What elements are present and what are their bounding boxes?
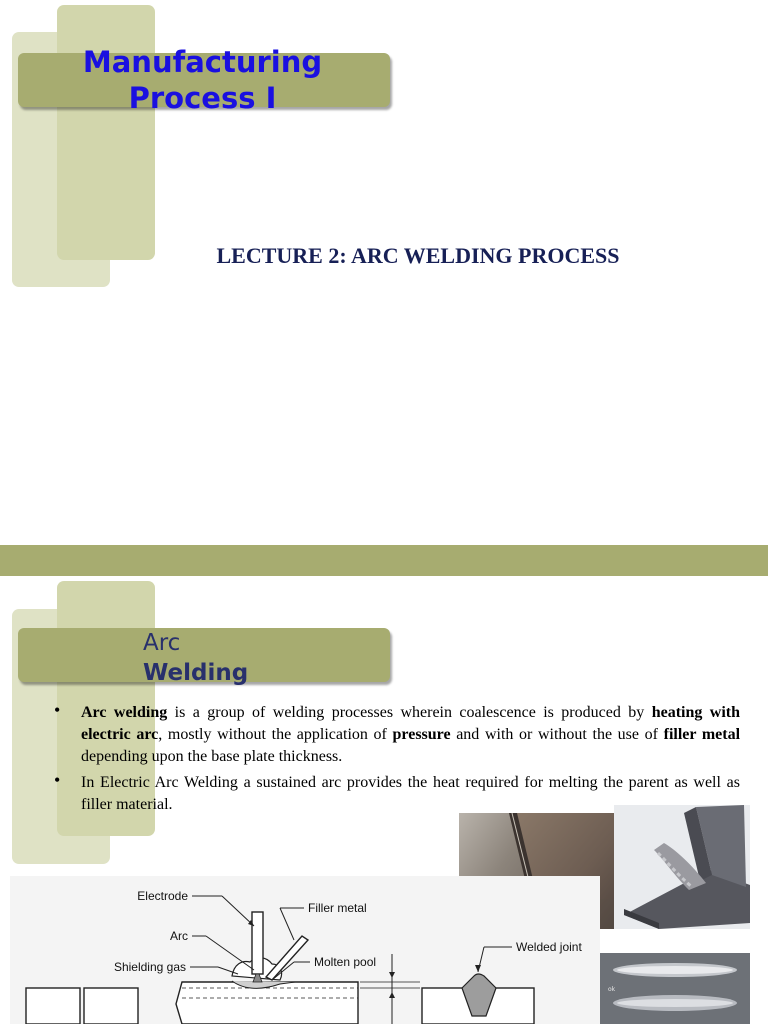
bullet-icon: •: [54, 700, 61, 720]
slide-heading-line-1: Arc: [143, 630, 181, 656]
slide-heading: [143, 628, 248, 688]
plate-left: [26, 988, 80, 1024]
label-arc: Arc: [170, 929, 188, 943]
label-molten-pool: Molten pool: [314, 955, 377, 969]
bullet-text: depending upon the base plate thickness.: [81, 748, 343, 765]
bullet-text: and with or without the use of: [450, 726, 664, 743]
label-electrode: Electrode: [137, 889, 188, 903]
bullet-text: , mostly without the application of: [158, 726, 393, 743]
arc-welding-diagram: [10, 876, 600, 1024]
label-welded-joint: Welded joint: [516, 940, 582, 954]
bullet-icon: •: [54, 770, 61, 790]
course-title-line-1: Manufacturing: [82, 45, 323, 79]
lecture-subtitle: LECTURE 2: ARC WELDING PROCESS: [216, 243, 620, 268]
content-slide: [0, 576, 768, 1024]
label-shielding-gas: Shielding gas: [113, 960, 186, 974]
electrode-shape: [252, 912, 263, 974]
plate-right: [84, 988, 138, 1024]
bullet-list: [52, 702, 740, 820]
term-arc-welding: Arc welding: [81, 704, 168, 721]
bullet-text: is a group of welding processes wherein coalescence is produced by: [167, 704, 652, 721]
term-pressure: pressure: [392, 726, 451, 743]
photo-watermark: ok: [608, 986, 616, 993]
weld-bead-photo: [600, 953, 750, 1024]
course-title: [60, 44, 345, 116]
bullet-item: [52, 702, 740, 768]
label-filler-metal: Filler metal: [308, 901, 367, 915]
fillet-weld-photo: [614, 805, 750, 929]
term-filler-metal: filler metal: [663, 726, 741, 743]
slide-divider: [0, 545, 768, 576]
slide-heading-line-2: Welding: [143, 660, 249, 686]
course-title-line-2: Process I: [128, 81, 277, 115]
bullet-text: In Electric Arc Welding a sustained arc provides the heat required for melting the parent as well as filler material.: [81, 774, 740, 813]
term-heating: heating with electric arc: [81, 704, 741, 743]
